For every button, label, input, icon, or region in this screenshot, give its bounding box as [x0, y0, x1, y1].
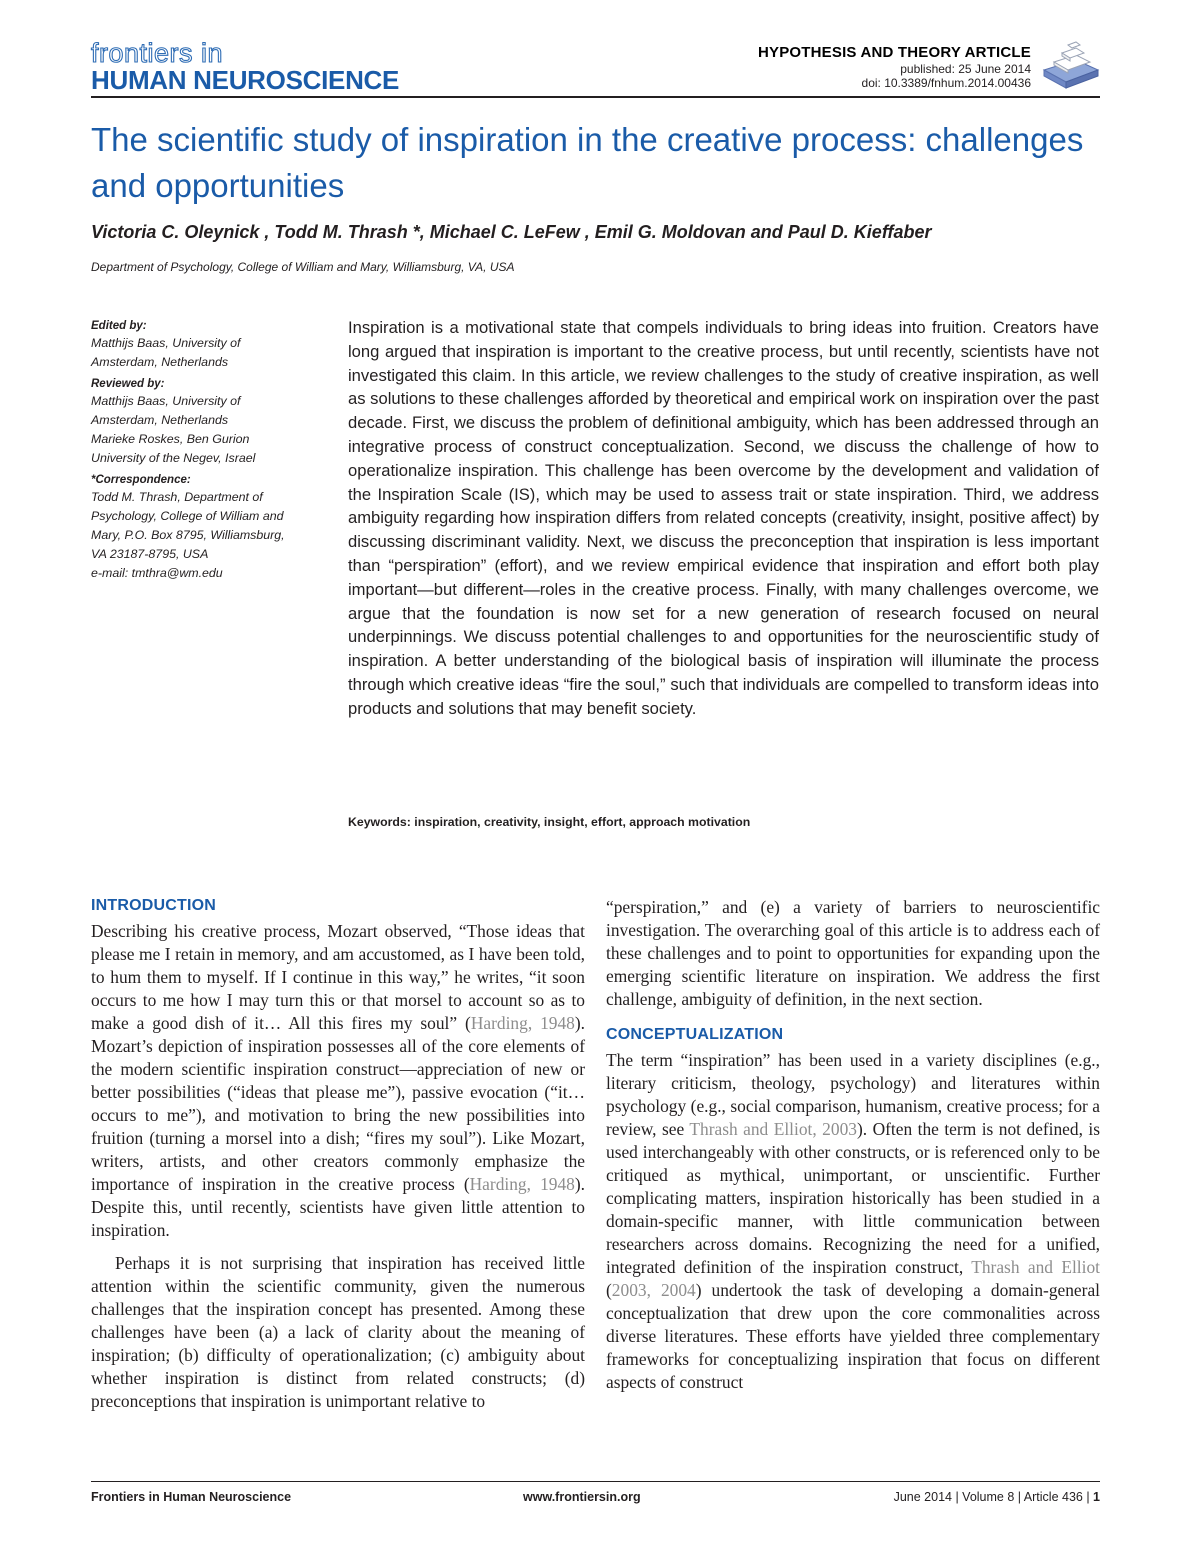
- reviewed-by-label: Reviewed by:: [91, 378, 165, 390]
- conceptualization-paragraph: [606, 1049, 1100, 1394]
- editorial-sidebar: [91, 318, 321, 587]
- intro-paragraph-1: [91, 920, 585, 1242]
- citation-link[interactable]: Thrash and Elliot: [971, 1257, 1100, 1277]
- doi[interactable]: doi: 10.3389/fnhum.2014.00436: [861, 76, 1031, 90]
- published-date: published: 25 June 2014: [900, 62, 1031, 76]
- footer-divider: [91, 1481, 1100, 1482]
- author-list: Victoria C. Oleynick , Todd M. Thrash *, Michael C. LeFew , Emil G. Moldovan and Paul D. Kieffaber: [91, 222, 932, 242]
- keywords-label: Keywords:: [348, 815, 415, 829]
- reviewed-by-line: University of the Negev, Israel: [91, 451, 256, 465]
- paragraph-text: The term “inspiration” has been used in a variety disciplines (e.g., literary criticism, theology, psychology) and literatures within psychology (e.g., social comparison, humanism, creative process; for a review, see: [606, 1050, 1100, 1139]
- body-column-right: [606, 896, 1100, 1394]
- citation-link[interactable]: Thrash and Elliot, 2003: [689, 1119, 857, 1139]
- paragraph-text: ). Often the term is not defined, is used interchangeably with other constructs, or is referenced only to be critiqued as mythical, unimportant, or unscientific. Further complicating matters, inspiration historically has been studied in a domain-specific manner, with little communication between researchers across domains. Recognizing the need for a unified, integrated definition of the inspiration construct,: [606, 1119, 1101, 1277]
- email-label: e-mail:: [91, 566, 132, 580]
- journal-logo: [91, 40, 399, 94]
- intro-paragraph-continued: “perspiration,” and (e) a variety of barriers to neuroscientific investigation. The overarching goal of this article is to address each of these challenges and to point to opportunities for expanding upon the emerging scientific literature on inspiration. We address the first challenge, ambiguity of definition, in the next section.: [606, 897, 1100, 1009]
- citation-link[interactable]: 2003, 2004: [611, 1280, 696, 1300]
- journal-name-line1: frontiers in: [91, 38, 224, 68]
- body-column-left: [91, 896, 585, 1413]
- header-divider: [91, 96, 1100, 98]
- article-type: HYPOTHESIS AND THEORY ARTICLE: [757, 44, 1031, 61]
- reviewed-by-line: Amsterdam, Netherlands: [91, 413, 229, 427]
- reviewed-by-block: [91, 376, 321, 468]
- keywords-list: inspiration, creativity, insight, effort, approach motivation: [414, 815, 751, 829]
- citation-link[interactable]: Harding, 1948: [470, 1013, 575, 1033]
- correspondence-line: Mary, P.O. Box 8795, Williamsburg,: [91, 528, 285, 542]
- paragraph-text: ). Despite this, until recently, scientists have given little attention to inspiration.: [91, 1174, 585, 1240]
- edited-by-line: Amsterdam, Netherlands: [91, 355, 229, 369]
- correspondence-line: Todd M. Thrash, Department of: [91, 490, 263, 504]
- email-line: [91, 564, 321, 583]
- reviewed-by-line: Marieke Roskes, Ben Gurion: [91, 432, 250, 446]
- correspondence-line: VA 23187-8795, USA: [91, 547, 209, 561]
- paragraph-text: Describing his creative process, Mozart observed, “Those ideas that please me I retain in memory, and am accustomed, as I have been told, to hum them to myself. If I continue in this way,” he writes, “it soon occurs to me how I may turn this or that morsel to account so as to make a good dish of it… All this fires my soul” (: [91, 921, 585, 1033]
- section-heading-introduction: INTRODUCTION: [91, 897, 217, 914]
- email-link[interactable]: tmthra@wm.edu: [131, 566, 223, 580]
- edited-by-line: Matthijs Baas, University of: [91, 336, 241, 350]
- reviewed-by-line: Matthijs Baas, University of: [91, 394, 241, 408]
- stacked-layers-icon: [1040, 38, 1102, 90]
- intro-paragraph-2: Perhaps it is not surprising that inspiration has received little attention within the scientific community, given the numerous challenges that the inspiration concept has presented. Among these challenges have been (a) a lack of clarity about the meaning of inspiration; (b) difficulty of operationalization; (c) ambiguity about whether inspiration is distinct from related constructs; (d) preconceptions that inspiration is unimportant relative to: [91, 1253, 585, 1411]
- edited-by-label: Edited by:: [91, 320, 147, 332]
- abstract: Inspiration is a motivational state that compels individuals to bring ideas into fruition. Creators have long argued that inspiration is important to the creative process, but until recently, scientists have not investigated this claim. In this article, we review challenges to the study of creative inspiration, as well as solutions to these challenges afforded by theoretical and empirical work on inspiration over the past decade. First, we discuss the problem of definitional ambiguity, which has been addressed through an integrative process of construct conceptualization. Second, we discuss the challenge of how to operationalize inspiration. This challenge has been overcome by the development and validation of the Inspiration Scale (IS), which may be used to assess trait or state inspiration. Third, we address ambiguity regarding how inspiration differs from related concepts (creativity, insight, positive affect) by discussing discriminant validity. Next, we discuss the preconception that inspiration is less important than “perspiration” (effort), and we review empirical evidence that inspiration and effort both play important—but different—roles in the creative process. Finally, with many challenges overcome, we argue that the foundation is now set for a new generation of research focused on neural underpinnings. We discuss potential challenges to and opportunities for the neuroscientific study of inspiration. A better understanding of the biological basis of inspiration will illuminate the process through which creative ideas “fire the soul,” such that individuals are compelled to transform ideas into products and solutions that may benefit society.: [348, 318, 1099, 718]
- journal-name-line2: HUMAN NEUROSCIENCE: [91, 65, 400, 95]
- footer-volume-info: June 2014 | Volume 8 | Article 436 |: [893, 1490, 1094, 1504]
- footer-journal: Frontiers in Human Neuroscience: [91, 1490, 292, 1504]
- paragraph-text: ) undertook the task of developing a domain-general conceptualization that drew upon the core commonalities across diverse literatures. These efforts have yielded three complementary frameworks for conceptualizing inspiration that focus on different aspects of construct: [606, 1280, 1100, 1392]
- article-meta: [758, 44, 1031, 90]
- footer-info: [894, 1490, 1100, 1504]
- correspondence-label: *Correspondence:: [91, 474, 191, 486]
- section-heading-conceptualization: CONCEPTUALIZATION: [606, 1026, 784, 1043]
- paragraph-text: ). Mozart’s depiction of inspiration possesses all of the core elements of the modern scientific inspiration construct—appreciation of new or better possibilities (“ideas that please me”), passive evocation (“it…occurs to me”), and motivation to bring the new possibilities into fruition (turning a morsel into a dish; “fires my soul”). Like Mozart, writers, artists, and other creators commonly emphasize the importance of inspiration in the creative process (: [91, 1013, 586, 1194]
- keywords: [348, 815, 750, 829]
- affiliation: Department of Psychology, College of William and Mary, Williamsburg, VA, USA: [91, 260, 515, 274]
- edited-by-block: [91, 318, 321, 372]
- footer-url-link[interactable]: www.frontiersin.org: [523, 1490, 641, 1504]
- paragraph-text: (: [606, 1280, 612, 1300]
- article-title: The scientific study of inspiration in the creative process: challenges and opportunities: [91, 121, 1084, 204]
- correspondence-line: Psychology, College of William and: [91, 509, 284, 523]
- citation-link[interactable]: Harding, 1948: [469, 1174, 575, 1194]
- page-number: 1: [1093, 1490, 1100, 1504]
- correspondence-block: [91, 472, 321, 583]
